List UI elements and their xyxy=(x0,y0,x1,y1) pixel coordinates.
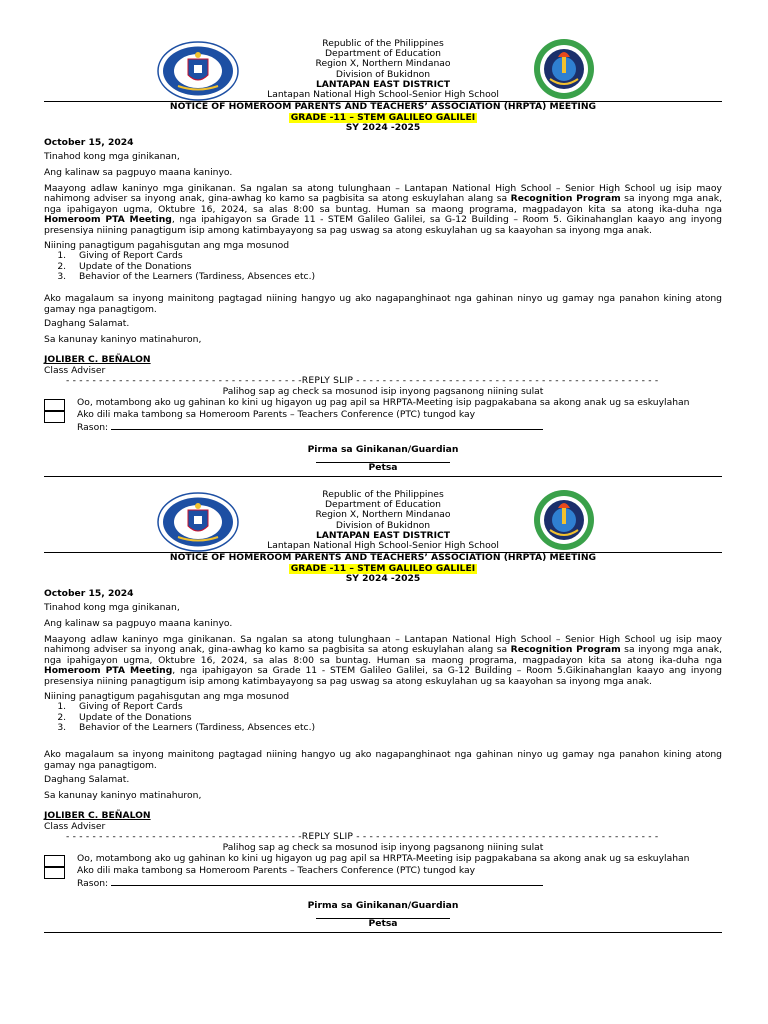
agenda-list xyxy=(44,702,722,734)
header-division: Division of Bukidnon xyxy=(335,519,431,531)
salutation: Tinahod kong mga ginikanan, xyxy=(44,151,180,163)
agenda-item: 2. Update of the Donations xyxy=(69,713,722,724)
reason-input[interactable] xyxy=(111,421,543,430)
body-paragraph xyxy=(44,635,722,688)
notice-title: NOTICE OF HOMEROOM PARENTS AND TEACHERS’ ASSOCIATION (HRPTA) MEETING xyxy=(169,101,597,112)
intro-text: Maayong adlaw kaninyo mga ginikanan. Sa ngalan sa atong tulunghaan – Lantapan National High School – Senior High School ug isip maoy nahimong adviser sa inyong anak, gina-awhag ko kamo sa pagbisita sa atong eskuylahan alang sa xyxy=(44,633,722,656)
header-district: LANTAPAN EAST DISTRICT xyxy=(315,78,451,90)
date-label: Petsa xyxy=(368,462,398,474)
header-division: Division of Bukidnon xyxy=(335,68,431,80)
meeting-name: Homeroom PTA Meeting xyxy=(44,665,173,677)
footer-rule xyxy=(44,932,722,933)
option-decline-label: Ako dili maka tambong sa Homeroom Parents – Teachers Conference (PTC) tungod kay xyxy=(77,865,476,877)
option-attend-label: Oo, motambong ako ug gahinan ko kini ug higayon ug pag apil sa HRPTA-Meeting isip pagpakabana sa akong anak ug sa eskuylahan xyxy=(77,396,690,408)
footer-rule xyxy=(44,476,722,477)
reply-slip-divider: - - - - - - - - - - - - - - - - - - - - - - - - - - - - - - - - - - - -REPLY SLIP - - - - - - - - - - - - - - - - - - - - - - - - - - - - - - - - - - - - - - - - - - - - - - xyxy=(66,832,659,843)
letterhead-text xyxy=(44,490,722,551)
reply-slip-divider: - - - - - - - - - - - - - - - - - - - - - - - - - - - - - - - - - - - -REPLY SLIP - - - - - - - - - - - - - - - - - - - - - - - - - - - - - - - - - - - - - - - - - - - - - - xyxy=(66,376,659,387)
meeting-details: , nga ipahigayon sa Grade 11 - STEM Galileo Galilei, sa G-12 Building – Room 5. Gikinahanglan kaayo ang inyong presensiya niining panagtigum isip among katimbayayong sa pag uswag sa atong eskuylahan ug sa kaayohan sa inyong mga anak. xyxy=(44,214,723,236)
agenda-intro: Niining panagtigum pagahisgutan ang mga mosunod xyxy=(44,690,290,702)
thanks: Daghang Salamat. xyxy=(44,774,130,786)
adviser-title: Class Adviser xyxy=(44,820,106,832)
intro-text: Maayong adlaw kaninyo mga ginikanan. Sa ngalan sa atong tulunghaan – Lantapan National High School – Senior High School ug isip maoy nahimong adviser sa inyong anak, gina-awhag ko kamo sa pagbisita sa atong eskuylahan alang sa xyxy=(44,182,722,205)
school-year: SY 2024 -2025 xyxy=(345,573,421,585)
option-decline[interactable] xyxy=(44,866,722,877)
header-republic: Republic of the Philippines xyxy=(322,38,444,49)
notice-slip-1 xyxy=(44,39,722,477)
option-decline[interactable] xyxy=(44,410,722,421)
letter-date: October 15, 2024 xyxy=(44,587,134,599)
body-paragraph xyxy=(44,184,722,237)
reason-row xyxy=(44,877,722,890)
header-department: Department of Education xyxy=(324,499,442,511)
header-republic: Republic of the Philippines xyxy=(322,489,444,500)
agenda-intro: Niining panagtigum pagahisgutan ang mga mosunod xyxy=(44,239,290,251)
letterhead xyxy=(44,39,722,101)
school-year: SY 2024 -2025 xyxy=(345,122,421,134)
letterhead xyxy=(44,490,722,552)
greeting: Ang kalinaw sa pagpuyo maana kaninyo. xyxy=(44,617,233,629)
attend-checkbox[interactable] xyxy=(44,399,65,411)
meeting-name: Homeroom PTA Meeting xyxy=(44,214,172,226)
regards: Sa kanunay kaninyo matinahuron, xyxy=(44,789,202,801)
notice-slip-2 xyxy=(44,490,722,933)
signature-label: Pirma sa Ginikanan/Guardian xyxy=(307,444,459,456)
agenda-item: 1. Giving of Report Cards xyxy=(69,702,722,713)
grade-section: GRADE -11 – STEM GALILEO GALILEI xyxy=(290,562,476,574)
greeting: Ang kalinaw sa pagpuyo maana kaninyo. xyxy=(44,166,233,178)
header-school: Lantapan National High School-Senior High School xyxy=(267,89,499,101)
reason-label: Rason: xyxy=(77,877,109,889)
meeting-details: , nga ipahigayon sa Grade 11 - STEM Galileo Galilei, sa G-12 Building – Room 5.Gikinahanglan kaayo ang inyong presensiya niining panagtigum isip among katimbayayong sa pag uswag sa atong eskuylahan ug sa kaayohan sa inyong mga anak. xyxy=(44,665,722,687)
closing-paragraph: Ako magalaum sa inyong mainitong pagtagad niining hangyo ug ako nagapanghinaot nga gahinan ninyo ug gamay nga panahon kining atong gamay nga panagtigom. xyxy=(44,748,722,771)
header-district: LANTAPAN EAST DISTRICT xyxy=(315,529,451,541)
reason-input[interactable] xyxy=(111,877,543,886)
thanks: Daghang Salamat. xyxy=(44,318,130,330)
letterhead-text xyxy=(44,39,722,100)
decline-checkbox[interactable] xyxy=(44,411,65,423)
agenda-item: 1. Giving of Report Cards xyxy=(69,251,722,262)
reply-instruction: Palihog sap ag check sa mosunod isip inyong pagsanong niining sulat xyxy=(222,386,544,398)
adviser-title: Class Adviser xyxy=(44,364,106,376)
salutation: Tinahod kong mga ginikanan, xyxy=(44,602,180,614)
option-decline-label: Ako dili maka tambong sa Homeroom Parents – Teachers Conference (PTC) tungod kay xyxy=(77,409,476,421)
closing-paragraph: Ako magalaum sa inyong mainitong pagtagad niining hangyo ug ako nagapanghinaot nga gahinan ninyo ug gamay nga panahon kining atong gamay nga panagtigom. xyxy=(44,292,722,315)
school-seal-icon xyxy=(524,37,604,101)
header-region: Region X, Northern Mindanao xyxy=(315,58,451,70)
option-attend-label: Oo, motambong ako ug gahinan ko kini ug higayon ug pag apil sa HRPTA-Meeting isip pagpakabana sa akong anak ug sa eskuylahan xyxy=(77,852,690,864)
reason-row xyxy=(44,421,722,434)
letter-date: October 15, 2024 xyxy=(44,136,134,148)
reason-label: Rason: xyxy=(77,421,109,433)
program-name: Recognition Program xyxy=(510,193,621,205)
option-attend[interactable] xyxy=(44,854,722,865)
decline-checkbox[interactable] xyxy=(44,867,65,879)
header-region: Region X, Northern Mindanao xyxy=(315,509,451,521)
attend-checkbox[interactable] xyxy=(44,855,65,867)
agenda-list xyxy=(44,251,722,283)
header-department: Department of Education xyxy=(324,48,442,60)
header-school: Lantapan National High School-Senior High School xyxy=(267,540,499,552)
program-details: sa inyong mga anak, nga ipahigayon ugma, Oktubre 16, 2024, sa alas 8:00 sa buntag. Human sa maong programa, magpadayon kita sa atong ika-duha nga xyxy=(44,193,722,215)
signature-label: Pirma sa Ginikanan/Guardian xyxy=(307,900,459,912)
school-seal-icon xyxy=(524,488,604,552)
reply-instruction: Palihog sap ag check sa mosunod isip inyong pagsanong niining sulat xyxy=(222,842,544,854)
agenda-item: 3. Behavior of the Learners (Tardiness, Absences etc.) xyxy=(69,272,722,283)
option-attend[interactable] xyxy=(44,398,722,409)
agenda-item: 2. Update of the Donations xyxy=(69,262,722,273)
agenda-item: 3. Behavior of the Learners (Tardiness, Absences etc.) xyxy=(69,723,722,734)
regards: Sa kanunay kaninyo matinahuron, xyxy=(44,333,202,345)
date-label: Petsa xyxy=(368,918,398,930)
program-name: Recognition Program xyxy=(510,644,621,656)
notice-title: NOTICE OF HOMEROOM PARENTS AND TEACHERS’ ASSOCIATION (HRPTA) MEETING xyxy=(169,552,597,563)
program-details: sa inyong mga anak, nga ipahigayon ugma, Oktubre 16, 2024, sa alas 8:00 sa buntag. Human sa maong programa, magpadayon kita sa atong ika-duha nga xyxy=(44,644,722,666)
grade-section: GRADE -11 – STEM GALILEO GALILEI xyxy=(290,111,476,123)
adviser-name: JOLIBER C. BEÑALON xyxy=(44,354,151,366)
adviser-name: JOLIBER C. BEÑALON xyxy=(44,810,151,822)
